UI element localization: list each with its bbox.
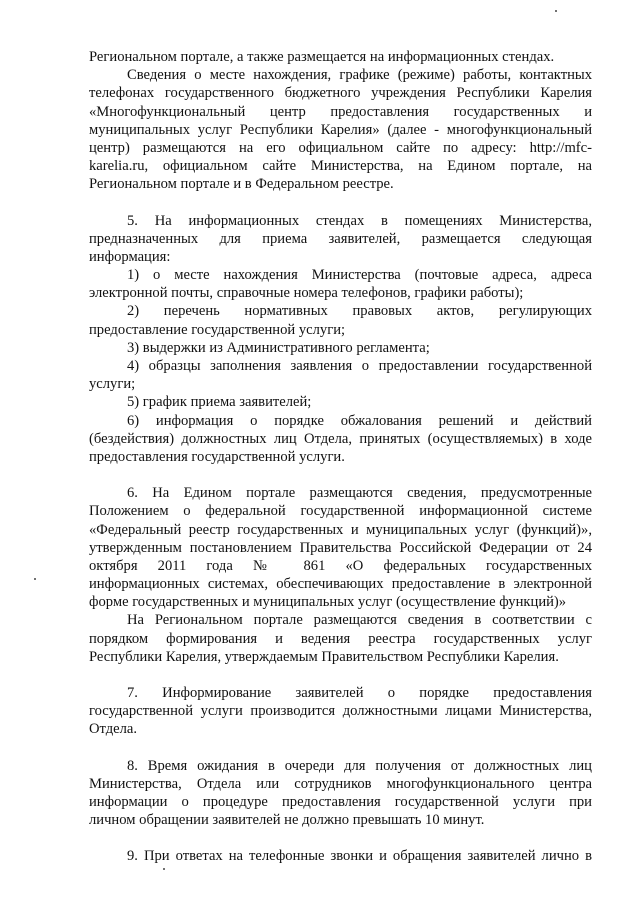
paragraph bbox=[89, 212, 592, 267]
text-line: 5) график приема заявителей; bbox=[127, 394, 312, 411]
text-line: 1) о месте нахождения Министерства (почтовые адреса, адреса bbox=[127, 267, 592, 284]
text-line: информации о процедуре предоставления государственной услуги при bbox=[89, 793, 592, 810]
text-line: Региональном портале, а также размещается на информационных стендах. bbox=[89, 49, 555, 65]
text-line: телефонах государственного бюджетного учреждения Республики Карелия bbox=[89, 85, 592, 102]
text-line: 7. Информирование заявителей о порядке предоставления bbox=[127, 685, 592, 701]
text-line: 6) информация о порядке обжалования решений и действий bbox=[127, 412, 592, 429]
text-line: 4) образцы заполнения заявления о предоставлении государственной bbox=[127, 358, 592, 374]
paragraph-gap bbox=[89, 829, 592, 847]
text-line: 6. На Едином портале размещаются сведения, предусмотренные bbox=[127, 485, 592, 502]
paragraph bbox=[89, 393, 592, 411]
text-line: электронной почты, справочные номера телефонов, графики работы); bbox=[89, 285, 524, 302]
text-line: государственной услуги производится должностными лицами Министерства, bbox=[89, 703, 592, 720]
text-line: Региональном портале и в Федеральном реестре. bbox=[89, 176, 394, 193]
paragraph bbox=[89, 66, 592, 193]
text-line: (бездействия) должностных лиц Отдела, принятых (осуществляемых) в ходе bbox=[89, 430, 592, 447]
paragraph bbox=[89, 266, 592, 302]
text-line: Положением о федеральной государственной информационной системе bbox=[89, 503, 592, 520]
text-line: услуги; bbox=[89, 376, 136, 393]
text-line: личном обращении заявителей не должно превышать 10 минут. bbox=[89, 812, 485, 829]
text-line: информационных системах, обеспечивающих предоставление в электронной bbox=[89, 576, 592, 593]
text-line: центр) размещаются на его официальном сайте по адресу: http://mfc- bbox=[89, 139, 592, 156]
text-line: Отдела. bbox=[89, 721, 138, 738]
text-line: 8. Время ожидания в очереди для получения от должностных лиц bbox=[127, 757, 592, 774]
paragraph bbox=[89, 302, 592, 338]
scan-speck bbox=[34, 578, 36, 580]
text-line: предоставления государственной услуги. bbox=[89, 448, 345, 465]
scan-speck bbox=[555, 10, 557, 12]
text-line: Сведения о месте нахождения, графике (режиме) работы, контактных bbox=[127, 67, 592, 84]
paragraph bbox=[89, 484, 592, 611]
paragraph-gap bbox=[89, 739, 592, 757]
paragraph bbox=[89, 757, 592, 830]
paragraph bbox=[89, 48, 592, 66]
text-line: предназначенных для приема заявителей, размещается следующая bbox=[89, 230, 592, 247]
paragraph bbox=[89, 684, 592, 739]
paragraph bbox=[89, 847, 592, 865]
text-line: форме государственных и муниципальных услуг (осуществление функций)» bbox=[89, 594, 567, 611]
text-line: 5. На информационных стендах в помещениях Министерства, bbox=[127, 212, 592, 229]
paragraph bbox=[89, 339, 592, 357]
text-line: На Региональном портале размещаются сведения в соответствии с bbox=[127, 612, 592, 629]
paragraph bbox=[89, 611, 592, 666]
document-body bbox=[89, 48, 592, 866]
paragraph-gap bbox=[89, 466, 592, 484]
text-line: утвержденным постановлением Правительства Российской Федерации от 24 bbox=[89, 539, 592, 556]
text-line: предоставление государственной услуги; bbox=[89, 321, 346, 338]
scan-speck bbox=[163, 868, 165, 870]
text-line: октября 2011 года № 861 «О федеральных государственных bbox=[89, 557, 592, 574]
text-line: 9. При ответах на телефонные звонки и обращения заявителей лично в bbox=[127, 848, 592, 865]
text-line: Республики Карелия, утверждаемым Правительством Республики Карелия. bbox=[89, 648, 559, 665]
text-line: «Федеральный реестр государственных и муниципальных услуг (функций)», bbox=[89, 521, 592, 538]
paragraph-gap bbox=[89, 194, 592, 212]
paragraph bbox=[89, 357, 592, 393]
paragraph-gap bbox=[89, 666, 592, 684]
text-line: «Многофункциональный центр предоставления государственных и bbox=[89, 103, 592, 120]
text-line: информация: bbox=[89, 248, 171, 265]
text-line: karelia.ru, официальном сайте Министерства, на Едином портале, на bbox=[89, 158, 592, 175]
text-line: порядком формирования и ведения реестра государственных услуг bbox=[89, 630, 592, 647]
text-line: Министерства, Отдела или сотрудников многофункционального центра bbox=[89, 775, 592, 792]
text-line: 2) перечень нормативных правовых актов, регулирующих bbox=[127, 303, 592, 320]
text-line: 3) выдержки из Административного регламента; bbox=[127, 339, 430, 356]
text-line: муниципальных услуг Республики Карелия» (далее - многофункциональный bbox=[89, 121, 592, 138]
paragraph bbox=[89, 412, 592, 467]
